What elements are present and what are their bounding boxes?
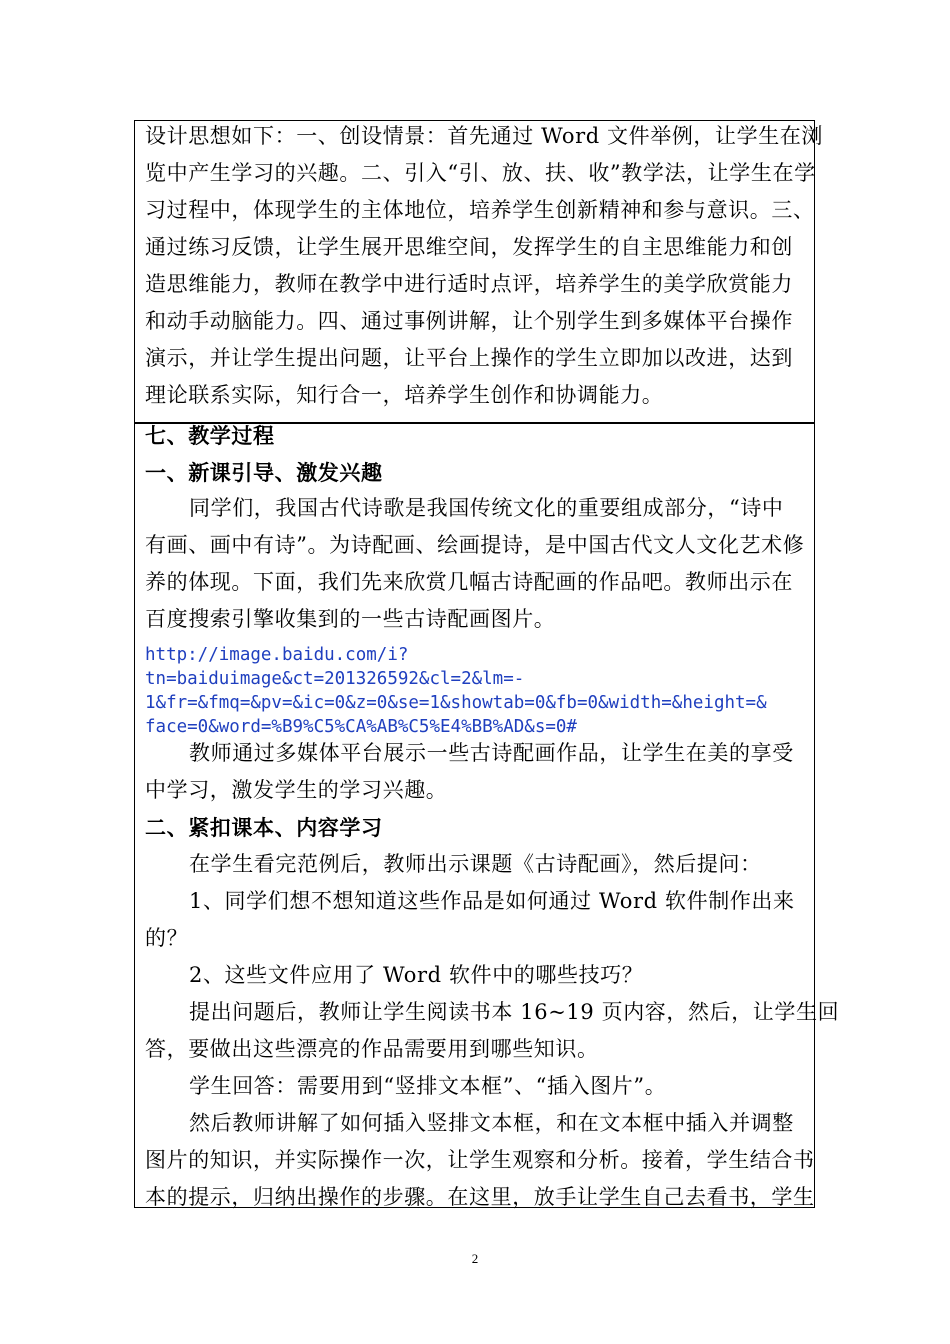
question-2: 2、这些文件应用了 Word 软件中的哪些技巧？ xyxy=(189,963,644,987)
text-line: 答，要做出这些漂亮的作品需要用到哪些知识。 xyxy=(145,1037,599,1061)
text-line: 造思维能力，教师在教学中进行适时点评，培养学生的美学欣赏能力 xyxy=(145,272,793,296)
text-line: 演示，并让学生提出问题，让平台上操作的学生立即加以改进，达到 xyxy=(145,346,793,370)
text-line: 有画、画中有诗”。为诗配画、绘画提诗，是中国古代文人文化艺术修 xyxy=(145,533,805,557)
text-line: 览中产生学习的兴趣。二、引入“引、放、扶、收”教学法，让学生在学 xyxy=(145,161,816,185)
page-number: 2 xyxy=(471,1251,479,1266)
heading-teaching-process: 七、教学过程 xyxy=(145,423,275,448)
text-line: 在学生看完范例后，教师出示课题《古诗配画》，然后提问： xyxy=(189,852,762,876)
text-line: 同学们，我国古代诗歌是我国传统文化的重要组成部分，“诗中 xyxy=(189,496,784,520)
text-line: 设计思想如下：一、创设情景：首先通过 Word 文件举例，让学生在浏 xyxy=(145,124,824,148)
link-line[interactable]: 1&fr=&fmq=&pv=&ic=0&z=0&se=1&showtab=0&fb=0&width=&height=& xyxy=(145,693,767,713)
heading-section-1: 一、新课引导、激发兴趣 xyxy=(145,460,383,485)
text-line: 图片的知识，并实际操作一次，让学生观察和分析。接着，学生结合书 xyxy=(145,1148,815,1172)
text-line: 中学习，激发学生的学习兴趣。 xyxy=(145,778,448,802)
text-line: 的？ xyxy=(145,926,189,950)
question-1: 1、同学们想不想知道这些作品是如何通过 Word 软件制作出来 xyxy=(189,889,795,913)
text-line: 教师通过多媒体平台展示一些古诗配画作品，让学生在美的享受 xyxy=(189,741,794,765)
link-line[interactable]: face=0&word=%B9%C5%CA%AB%C5%E4%BB%AD&s=0# xyxy=(145,717,577,737)
link-line[interactable]: http://image.baidu.com/i? xyxy=(145,645,409,665)
text-line: 和动手动脑能力。四、通过事例讲解，让个别学生到多媒体平台操作 xyxy=(145,309,793,333)
text-line: 通过练习反馈，让学生展开思维空间，发挥学生的自主思维能力和创 xyxy=(145,235,793,259)
heading-section-2: 二、紧扣课本、内容学习 xyxy=(145,815,383,840)
text-line: 理论联系实际，知行合一，培养学生创作和协调能力。 xyxy=(145,383,664,407)
student-answer: 学生回答：需要用到“竖排文本框”、“插入图片”。 xyxy=(189,1074,667,1098)
text-line: 习过程中，体现学生的主体地位，培养学生创新精神和参与意识。三、 xyxy=(145,198,815,222)
text-line: 然后教师讲解了如何插入竖排文本框，和在文本框中插入并调整 xyxy=(189,1111,794,1135)
text-line: 本的提示，归纳出操作的步骤。在这里，放手让学生自己去看书，学生 xyxy=(145,1185,815,1209)
text-line: 百度搜索引擎收集到的一些古诗配画图片。 xyxy=(145,607,556,631)
text-line: 养的体现。下面，我们先来欣赏几幅古诗配画的作品吧。教师出示在 xyxy=(145,570,793,594)
text-line: 提出问题后，教师让学生阅读书本 16~19 页内容，然后，让学生回 xyxy=(189,1000,840,1024)
link-line[interactable]: tn=baiduimage&ct=201326592&cl=2&lm=- xyxy=(145,669,525,689)
